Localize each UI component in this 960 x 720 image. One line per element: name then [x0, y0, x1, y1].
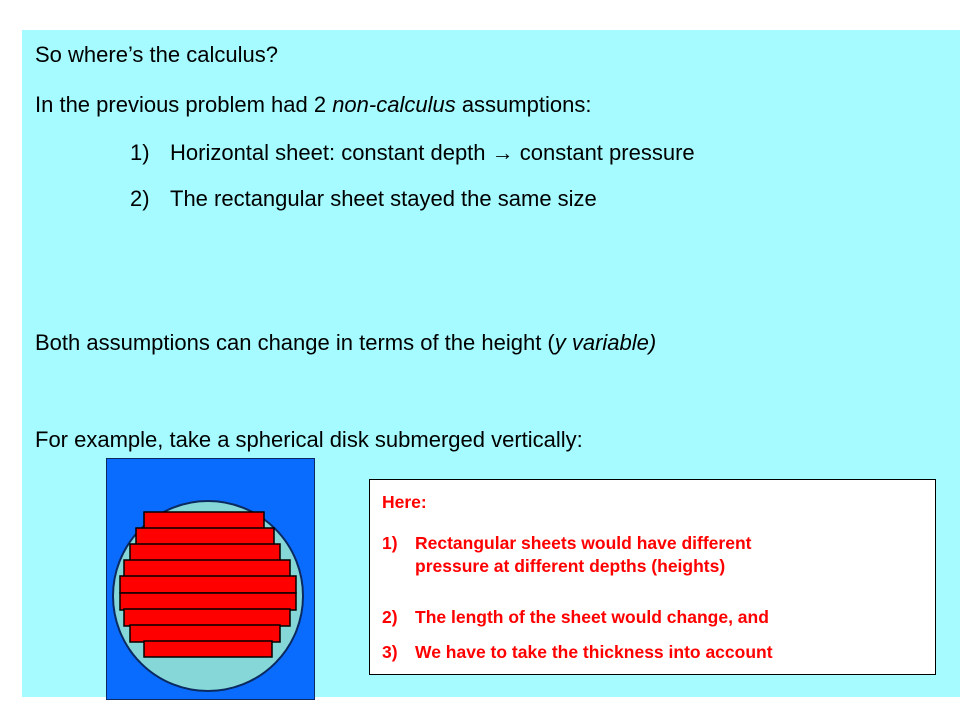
list-number-2: 2): [130, 186, 150, 211]
sheet-strip: [124, 609, 290, 626]
example-text: For example, take a spherical disk submerged vertically:: [35, 427, 583, 452]
sheet-strips: [120, 512, 296, 657]
callout-number-3: 3): [382, 642, 398, 662]
callout-text-2: The length of the sheet would change, and: [415, 607, 769, 627]
callout-number-1: 1): [382, 533, 398, 553]
example-line: [35, 427, 583, 453]
callout-title: Here:: [382, 492, 427, 512]
height-variable-emphasis: y variable): [554, 330, 657, 355]
sheet-strip: [130, 544, 280, 561]
sheet-strip: [144, 512, 264, 529]
assumptions-intro-pre: In the previous problem had 2: [35, 92, 333, 117]
list-text-2: The rectangular sheet stayed the same size: [170, 186, 597, 211]
callout-box: [369, 479, 936, 675]
sheet-strip: [120, 576, 296, 593]
sheet-strip: [120, 593, 296, 610]
height-variable-pre: Both assumptions can change in terms of the height (: [35, 330, 555, 355]
height-variable-line: [35, 330, 656, 356]
heading-line: [35, 42, 278, 68]
sheet-strip: [136, 528, 274, 545]
sheet-strip: [130, 625, 280, 642]
assumptions-intro-post: assumptions:: [455, 92, 592, 117]
submerged-disk-figure: [106, 458, 315, 700]
heading-text: So where’s the calculus?: [35, 42, 278, 67]
callout-text-3: We have to take the thickness into account: [415, 642, 773, 662]
list-number-1: 1): [130, 140, 150, 165]
assumptions-intro-emphasis: non-calculus: [332, 92, 456, 117]
assumptions-intro: [35, 92, 591, 118]
callout-text-1b: pressure at different depths (heights): [415, 556, 726, 576]
list-text-1: Horizontal sheet: constant depth → constant pressure: [170, 140, 695, 165]
sheet-strip: [144, 641, 272, 657]
sheet-strip: [124, 560, 290, 577]
callout-text-1a: Rectangular sheets would have different: [415, 533, 752, 553]
callout-number-2: 2): [382, 607, 398, 627]
